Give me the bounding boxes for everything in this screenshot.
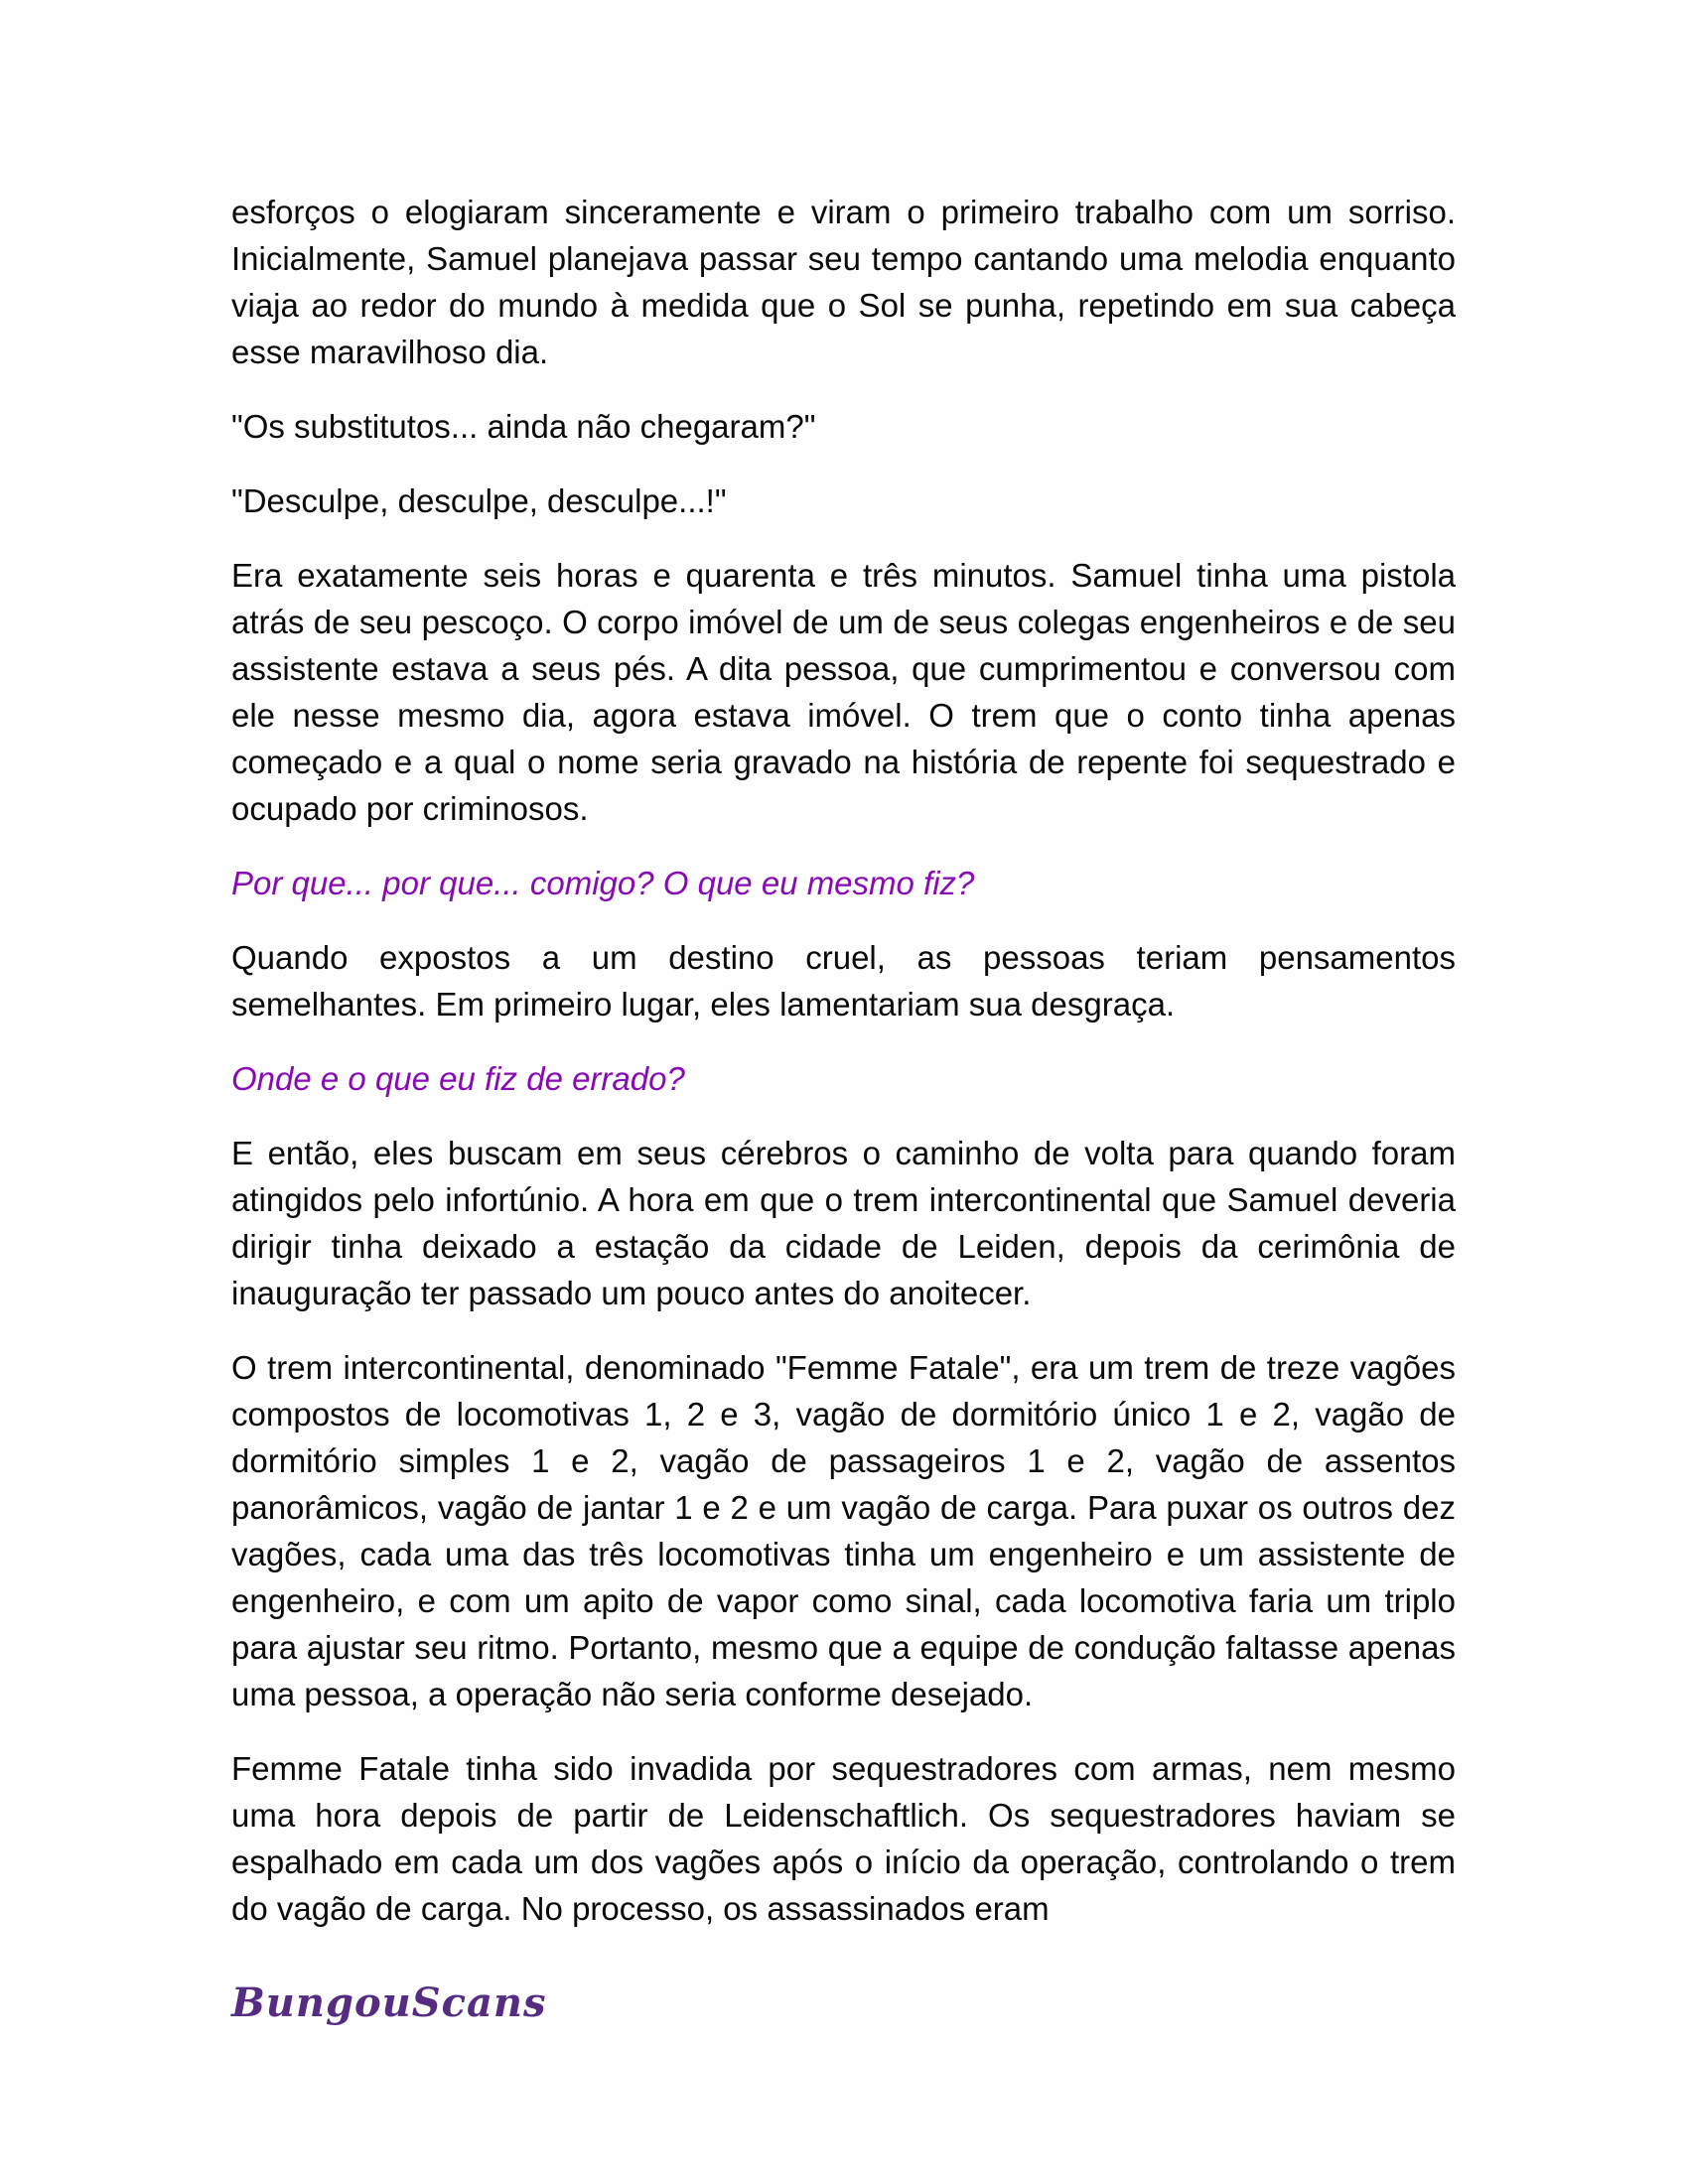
paragraph-hijackers-spread: Femme Fatale tinha sido invadida por sequestradores com armas, nem mesmo uma hora depois de partir de Leidenschaftlich. Os sequestradores haviam se espalhado em cada um dos vagões após o início da operação, controlando o trem do vagão de carga. No processo, os assassinados eram bbox=[231, 1750, 1456, 1927]
dialogue-line-substitutes: "Os substitutos... ainda não chegaram?" bbox=[231, 408, 816, 445]
paragraph-hijack-scene: Era exatamente seis horas e quarenta e três minutos. Samuel tinha uma pistola atrás de seu pescoço. O corpo imóvel de um de seus colegas engenheiros e de seu assistente estava a seus pés. A dita pessoa, que cumprimentou e conversou com ele nesse mesmo dia, agora estava imóvel. O trem que o conto tinha apenas começado e a qual o nome seria gravado na história de repente foi sequestrado e ocupado por criminosos. bbox=[231, 557, 1456, 827]
paragraph-leiden-departure: E então, eles buscam em seus cérebros o caminho de volta para quando foram atingidos pelo infortúnio. A hora em que o trem intercontinental que Samuel deveria dirigir tinha deixado a estação da cidade de Leiden, depois da cerimônia de inauguração ter passado um pouco antes do anoitecer. bbox=[231, 1135, 1456, 1311]
inner-thought-what-did-i-do: Onde e o que eu fiz de errado? bbox=[231, 1060, 685, 1097]
paragraph-cruel-fate: Quando expostos a um destino cruel, as pessoas teriam pensamentos semelhantes. Em primeiro lugar, eles lamentariam sua desgraça. bbox=[231, 939, 1456, 1023]
dialogue-line-apology: "Desculpe, desculpe, desculpe...!" bbox=[231, 482, 727, 519]
scanlation-group-signature: BungouScans bbox=[231, 1979, 547, 2026]
paragraph-femme-fatale-description: O trem intercontinental, denominado "Femme Fatale", era um trem de treze vagões compostos de locomotivas 1, 2 e 3, vagão de dormitório único 1 e 2, vagão de dormitório simples 1 e 2, vagão de passageiros 1 e 2, vagão de assentos panorâmicos, vagão de jantar 1 e 2 e um vagão de carga. Para puxar os outros dez vagões, cada uma das três locomotivas tinha um engenheiro e um assistente de engenheiro, e com um apito de vapor como sinal, cada locomotiva faria um triplo para ajustar seu ritmo. Portanto, mesmo que a equipe de condução faltasse apenas uma pessoa, a operação não seria conforme desejado. bbox=[231, 1349, 1456, 1712]
paragraph-opening: esforços o elogiaram sinceramente e viram o primeiro trabalho com um sorriso. Inicialmente, Samuel planejava passar seu tempo cantando uma melodia enquanto viaja ao redor do mundo à medida que o Sol se punha, repetindo em sua cabeça esse maravilhoso dia. bbox=[231, 194, 1456, 370]
inner-thought-why-me: Por que... por que... comigo? O que eu mesmo fiz? bbox=[231, 865, 975, 901]
text-column bbox=[231, 189, 1456, 2026]
